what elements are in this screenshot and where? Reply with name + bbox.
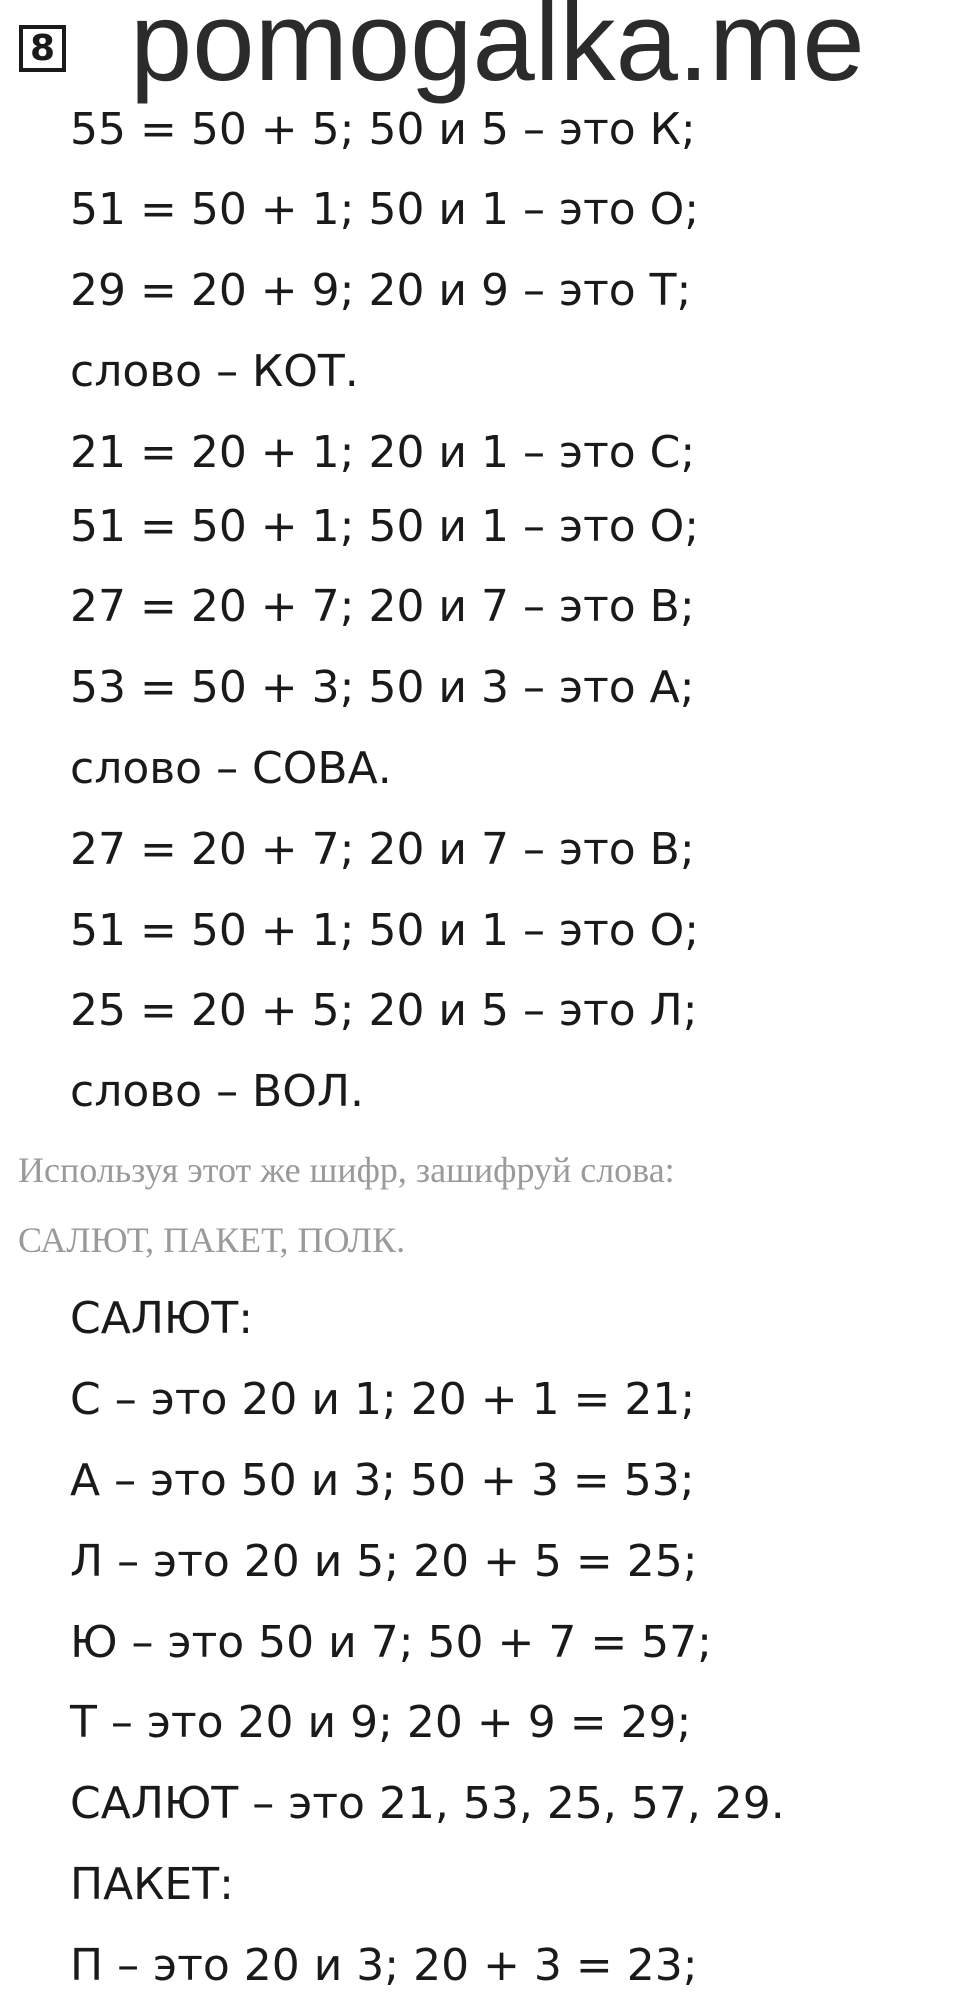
solution-line: Л – это 20 и 5; 20 + 5 = 25; bbox=[70, 1536, 698, 1587]
solution-line: А – это 50 и 3; 50 + 3 = 53; bbox=[70, 1455, 695, 1506]
solution-line: 27 = 20 + 7; 20 и 7 – это В; bbox=[70, 581, 695, 632]
solution-line: Ю – это 50 и 7; 50 + 7 = 57; bbox=[70, 1617, 712, 1668]
site-watermark: pomogalka.me bbox=[130, 0, 865, 104]
solution-line: 51 = 50 + 1; 50 и 1 – это О; bbox=[70, 184, 700, 235]
solution-line: 27 = 20 + 7; 20 и 7 – это В; bbox=[70, 824, 695, 875]
solution-line: 51 = 50 + 1; 50 и 1 – это О; bbox=[70, 501, 700, 552]
word-result-line: слово – КОТ. bbox=[70, 346, 359, 397]
solution-line: 25 = 20 + 5; 20 и 5 – это Л; bbox=[70, 985, 698, 1036]
solution-line: Т – это 20 и 9; 20 + 9 = 29; bbox=[70, 1697, 692, 1748]
word-result-line: САЛЮТ – это 21, 53, 25, 57, 29. bbox=[70, 1778, 785, 1829]
solution-line: 21 = 20 + 1; 20 и 1 – это С; bbox=[70, 427, 696, 478]
word-heading: САЛЮТ: bbox=[70, 1293, 254, 1344]
word-result-line: слово – ВОЛ. bbox=[70, 1066, 364, 1117]
solution-line: П – это 20 и 3; 20 + 3 = 23; bbox=[70, 1940, 698, 1991]
task-prompt-line: САЛЮТ, ПАКЕТ, ПОЛК. bbox=[18, 1220, 406, 1260]
solution-line: 55 = 50 + 5; 50 и 5 – это К; bbox=[70, 104, 696, 155]
task-prompt-line: Используя этот же шифр, зашифруй слова: bbox=[18, 1150, 675, 1190]
word-result-line: слово – СОВА. bbox=[70, 743, 392, 794]
word-heading: ПАКЕТ: bbox=[70, 1859, 234, 1910]
task-number-badge: 8 bbox=[19, 25, 66, 72]
solution-line: 51 = 50 + 1; 50 и 1 – это О; bbox=[70, 905, 700, 956]
solution-line: С – это 20 и 1; 20 + 1 = 21; bbox=[70, 1374, 696, 1425]
solution-line: 53 = 50 + 3; 50 и 3 – это А; bbox=[70, 662, 695, 713]
solution-line: 29 = 20 + 9; 20 и 9 – это Т; bbox=[70, 265, 692, 316]
